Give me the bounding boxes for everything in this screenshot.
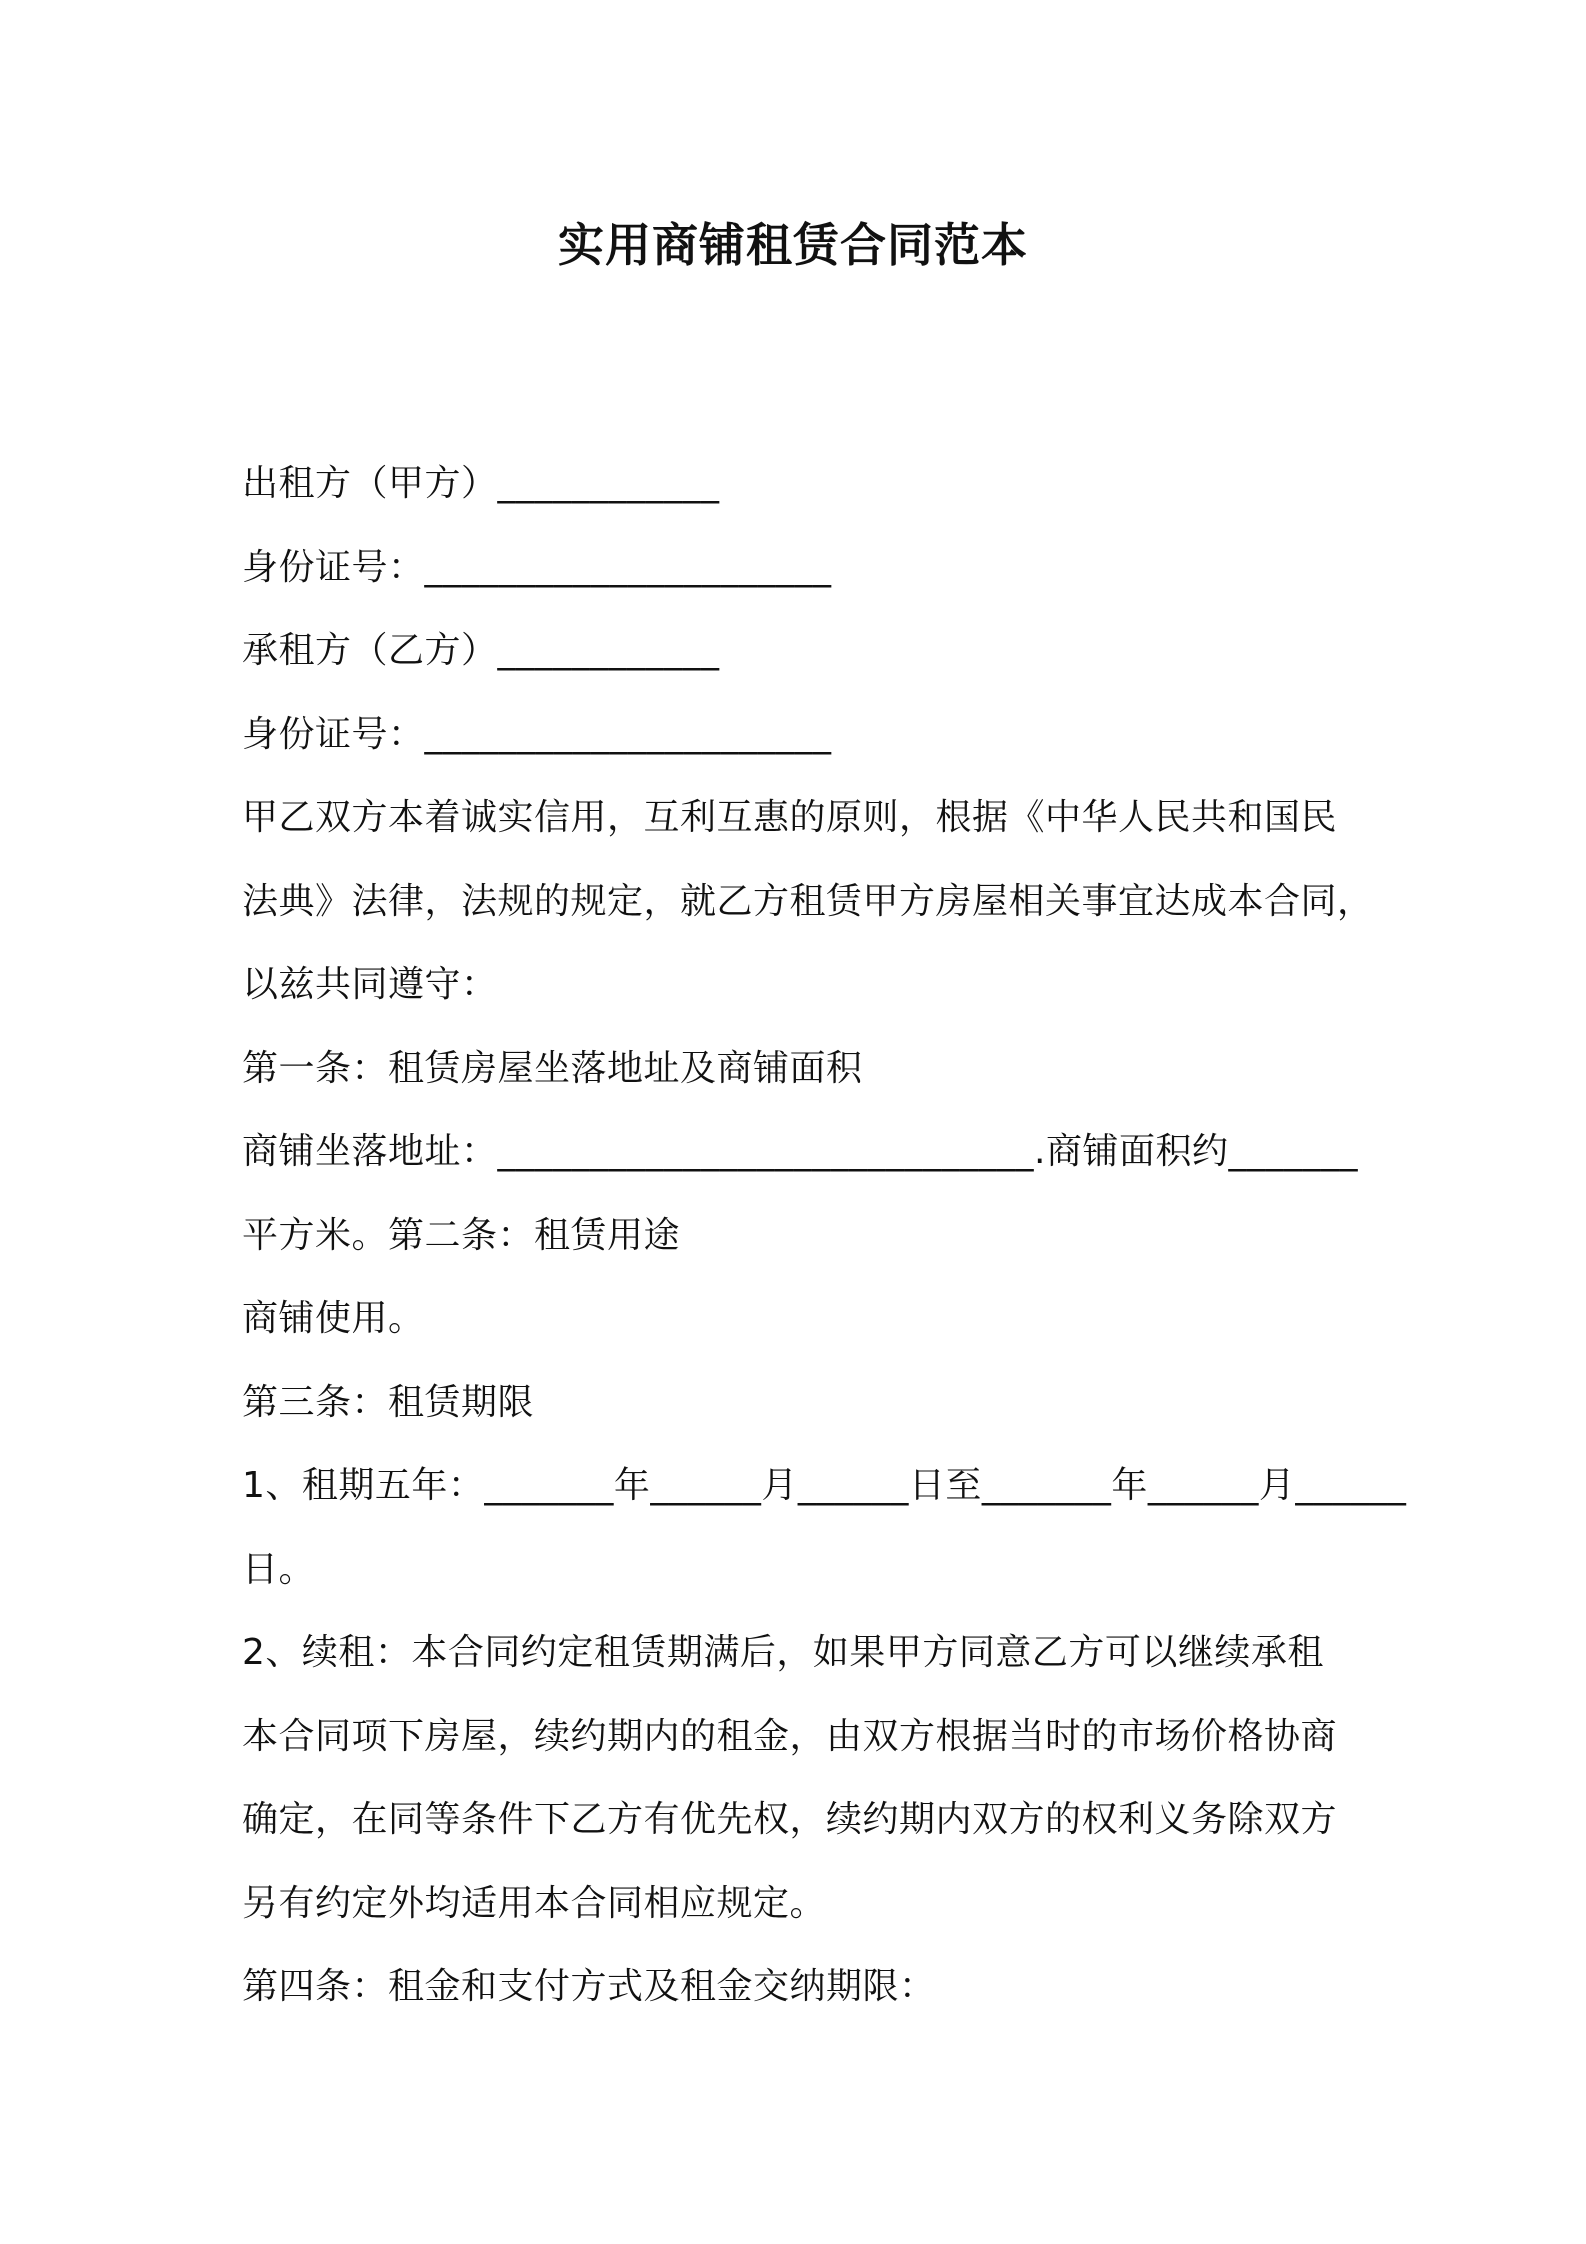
renewal-line-3: 确定，在同等条件下乙方有优先权，续约期内双方的权利义务除双方 <box>242 1799 1338 1840</box>
preamble-line-3: 以兹共同遵守： <box>242 964 498 1005</box>
usage-line: 商铺使用。 <box>242 1298 425 1339</box>
lessee-id-line: 身份证号：______________________ <box>242 713 832 755</box>
article-1-heading: 第一条：租赁房屋坐落地址及商铺面积 <box>242 1047 863 1089</box>
lessee-line: 承租方（乙方）____________ <box>242 630 720 671</box>
renewal-line-2: 本合同项下房屋，续约期内的租金，由双方根据当时的市场价格协商 <box>242 1715 1338 1757</box>
document-body <box>242 442 1407 2029</box>
document-title: 实用商铺租赁合同范本 <box>558 218 1028 272</box>
term-line-1: 1、租期五年：_______年______月______日至_______年______月______ <box>242 1465 1407 1506</box>
address-line: 商铺坐落地址：_____________________________.商铺面积约_______ <box>242 1131 1358 1172</box>
area-and-article-2-line: 平方米。第二条：租赁用途 <box>242 1214 681 1256</box>
preamble-line-2: 法典》法律，法规的规定，就乙方租赁甲方房屋相关事宜达成本合同， <box>242 880 1374 922</box>
renewal-line-4: 另有约定外均适用本合同相应规定。 <box>242 1882 827 1924</box>
preamble-line-1: 甲乙双方本着诚实信用，互利互惠的原则，根据《中华人民共和国民 <box>242 797 1338 838</box>
article-4-heading: 第四条：租金和支付方式及租金交纳期限： <box>242 1966 936 2007</box>
lessor-line: 出租方（甲方）____________ <box>242 463 720 504</box>
renewal-line-1: 2、续租：本合同约定租赁期满后，如果甲方同意乙方可以继续承租 <box>242 1632 1324 1673</box>
term-line-2: 日。 <box>242 1548 316 1590</box>
article-3-heading: 第三条：租赁期限 <box>242 1381 535 1423</box>
lessor-id-line: 身份证号：______________________ <box>242 546 832 588</box>
